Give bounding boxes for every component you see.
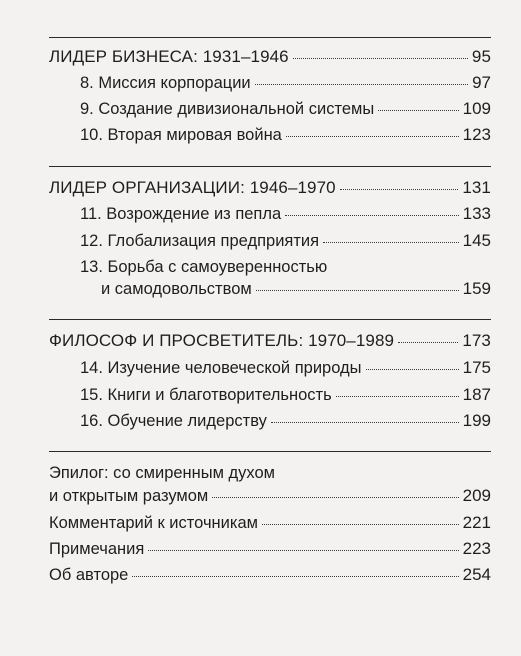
toc-entry-chapter-9[interactable] bbox=[80, 98, 491, 120]
dot-leader bbox=[271, 422, 459, 423]
page-number: 123 bbox=[462, 125, 491, 144]
dot-leader bbox=[255, 84, 468, 85]
toc-entry-chapter-13[interactable] bbox=[101, 278, 491, 300]
section-divider bbox=[49, 166, 491, 167]
toc-entry-chapter-14[interactable] bbox=[80, 357, 491, 379]
dot-leader bbox=[366, 369, 459, 370]
chapter-title: и самодовольством bbox=[101, 280, 252, 298]
page-number: 109 bbox=[462, 99, 491, 118]
chapter-title: 11. Возрождение из пепла bbox=[80, 205, 282, 223]
toc-entry-chapter-8[interactable] bbox=[80, 72, 491, 94]
toc-entry-source-commentary[interactable] bbox=[49, 512, 491, 534]
dot-leader bbox=[262, 524, 459, 525]
top-divider bbox=[49, 37, 491, 38]
toc-entry-chapter-12[interactable] bbox=[80, 230, 491, 252]
epilogue-title-line1[interactable]: Эпилог: со смиренным духом bbox=[49, 464, 276, 482]
page-number: 133 bbox=[462, 204, 491, 223]
section-title: ЛИДЕР ОРГАНИЗАЦИИ: 1946–1970 bbox=[49, 178, 336, 197]
page-number: 131 bbox=[462, 178, 491, 197]
page-number: 209 bbox=[462, 486, 491, 505]
entry-title: и открытым разумом bbox=[49, 487, 209, 505]
page-number: 199 bbox=[462, 411, 491, 430]
chapter-title: 12. Глобализация предприятия bbox=[80, 232, 320, 250]
chapter-title: 15. Книги и благотворительность bbox=[80, 386, 332, 404]
page-number: 221 bbox=[462, 513, 491, 532]
toc-entry-epilogue[interactable] bbox=[49, 485, 491, 507]
section-title: ФИЛОСОФ И ПРОСВЕТИТЕЛЬ: 1970–1989 bbox=[49, 331, 395, 350]
dot-leader bbox=[293, 58, 468, 59]
dot-leader bbox=[212, 497, 458, 498]
section-title: ЛИДЕР БИЗНЕСА: 1931–1946 bbox=[49, 47, 289, 66]
toc-section-philosopher-educator[interactable] bbox=[49, 330, 491, 352]
dot-leader bbox=[256, 290, 459, 291]
page-number: 173 bbox=[462, 331, 491, 350]
entry-title: Об авторе bbox=[49, 566, 129, 584]
page-number: 95 bbox=[471, 47, 491, 66]
toc-entry-chapter-16[interactable] bbox=[80, 410, 491, 432]
section-divider bbox=[49, 451, 491, 452]
dot-leader bbox=[340, 189, 459, 190]
dot-leader bbox=[323, 242, 459, 243]
chapter-title: 8. Миссия корпорации bbox=[80, 74, 251, 92]
page-number: 97 bbox=[472, 73, 491, 92]
toc-entry-notes[interactable] bbox=[49, 538, 491, 560]
page-number: 187 bbox=[462, 385, 491, 404]
toc-entry-chapter-11[interactable] bbox=[80, 203, 491, 225]
toc-section-organization-leader[interactable] bbox=[49, 177, 491, 199]
entry-title: Примечания bbox=[49, 540, 145, 558]
page-number: 145 bbox=[462, 231, 491, 250]
chapter-13-title-line1[interactable]: 13. Борьба с самоуверенностью bbox=[80, 258, 328, 276]
dot-leader bbox=[336, 396, 459, 397]
dot-leader bbox=[148, 550, 458, 551]
chapter-title: 16. Обучение лидерству bbox=[80, 412, 267, 430]
dot-leader bbox=[285, 215, 458, 216]
chapter-title: 14. Изучение человеческой природы bbox=[80, 359, 362, 377]
toc-entry-chapter-15[interactable] bbox=[80, 384, 491, 406]
dot-leader bbox=[132, 576, 458, 577]
page-number: 254 bbox=[462, 565, 491, 584]
chapter-title: 10. Вторая мировая война bbox=[80, 126, 282, 144]
page-number: 175 bbox=[462, 358, 491, 377]
dot-leader bbox=[286, 136, 459, 137]
dot-leader bbox=[378, 110, 458, 111]
dot-leader bbox=[398, 342, 458, 343]
toc-entry-chapter-10[interactable] bbox=[80, 124, 491, 146]
chapter-title: 9. Создание дивизиональной системы bbox=[80, 100, 375, 118]
toc-section-business-leader[interactable] bbox=[49, 46, 491, 68]
entry-title: Комментарий к источникам bbox=[49, 514, 258, 532]
page-number: 223 bbox=[462, 539, 491, 558]
page-number: 159 bbox=[462, 279, 491, 298]
toc-entry-about-author[interactable] bbox=[49, 564, 491, 586]
section-divider bbox=[49, 319, 491, 320]
